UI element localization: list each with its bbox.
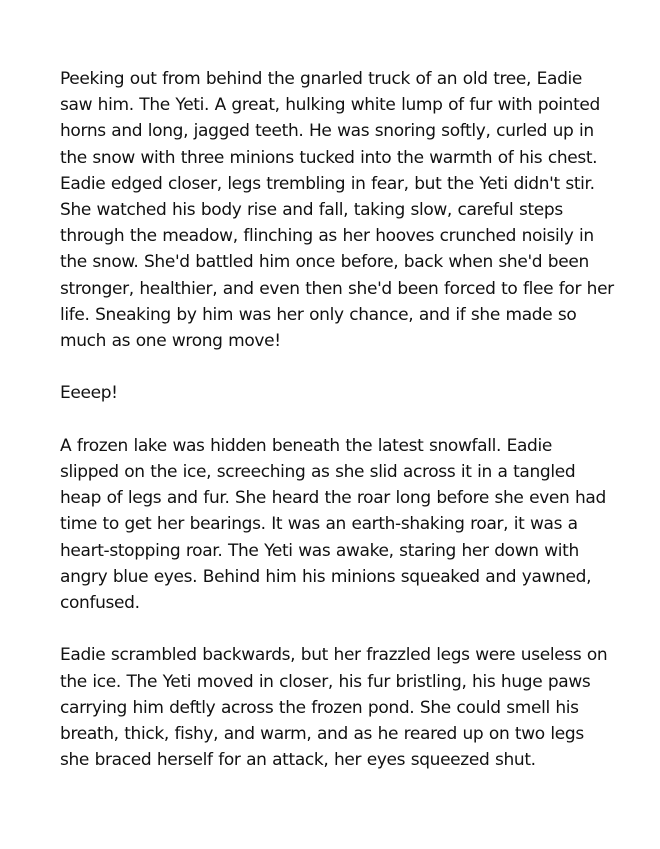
paragraph-frozen-lake: A frozen lake was hidden beneath the latest snowfall. Eadie slipped on the ice, screeching as she slid across it in a tangled heap of legs and fur. She heard the roar long before she even had time to get her bearings. It was an earth-shaking roar, it was a heart-stopping roar. The Yeti was awake, staring her down with angry blue eyes. Behind him his minions squeaked and yawned, confused.	[60, 435, 606, 614]
paragraph-yeti-discovery: Peeking out from behind the gnarled truck of an old tree, Eadie saw him. The Yeti. A great, hulking white lump of fur with pointed horns and long, jagged teeth. He was snoring softly, curled up in the snow with three minions tucked into the warmth of his chest. Eadie edged closer, legs trembling in fear, but the Yeti didn't stir. She watched his body rise and fall, taking slow, careful steps through the meadow, flinching as her hooves crunched noisily in the snow. She'd battled him once before, back when she'd been stronger, healthier, and even then she'd been forced to flee for her life. Sneaking by him was her only chance, and if she made so much as one wrong move!	[60, 69, 614, 352]
paragraph-exclamation: Eeeep!	[60, 383, 118, 404]
paragraph-yeti-approach: Eadie scrambled backwards, but her frazzled legs were useless on the ice. The Yeti moved in closer, his fur bristling, his huge paws carrying him deftly across the frozen pond. She could smell his breath, thick, fishy, and warm, and as he reared up on two legs she braced herself for an attack, her eyes squeezed shut.	[60, 645, 608, 771]
